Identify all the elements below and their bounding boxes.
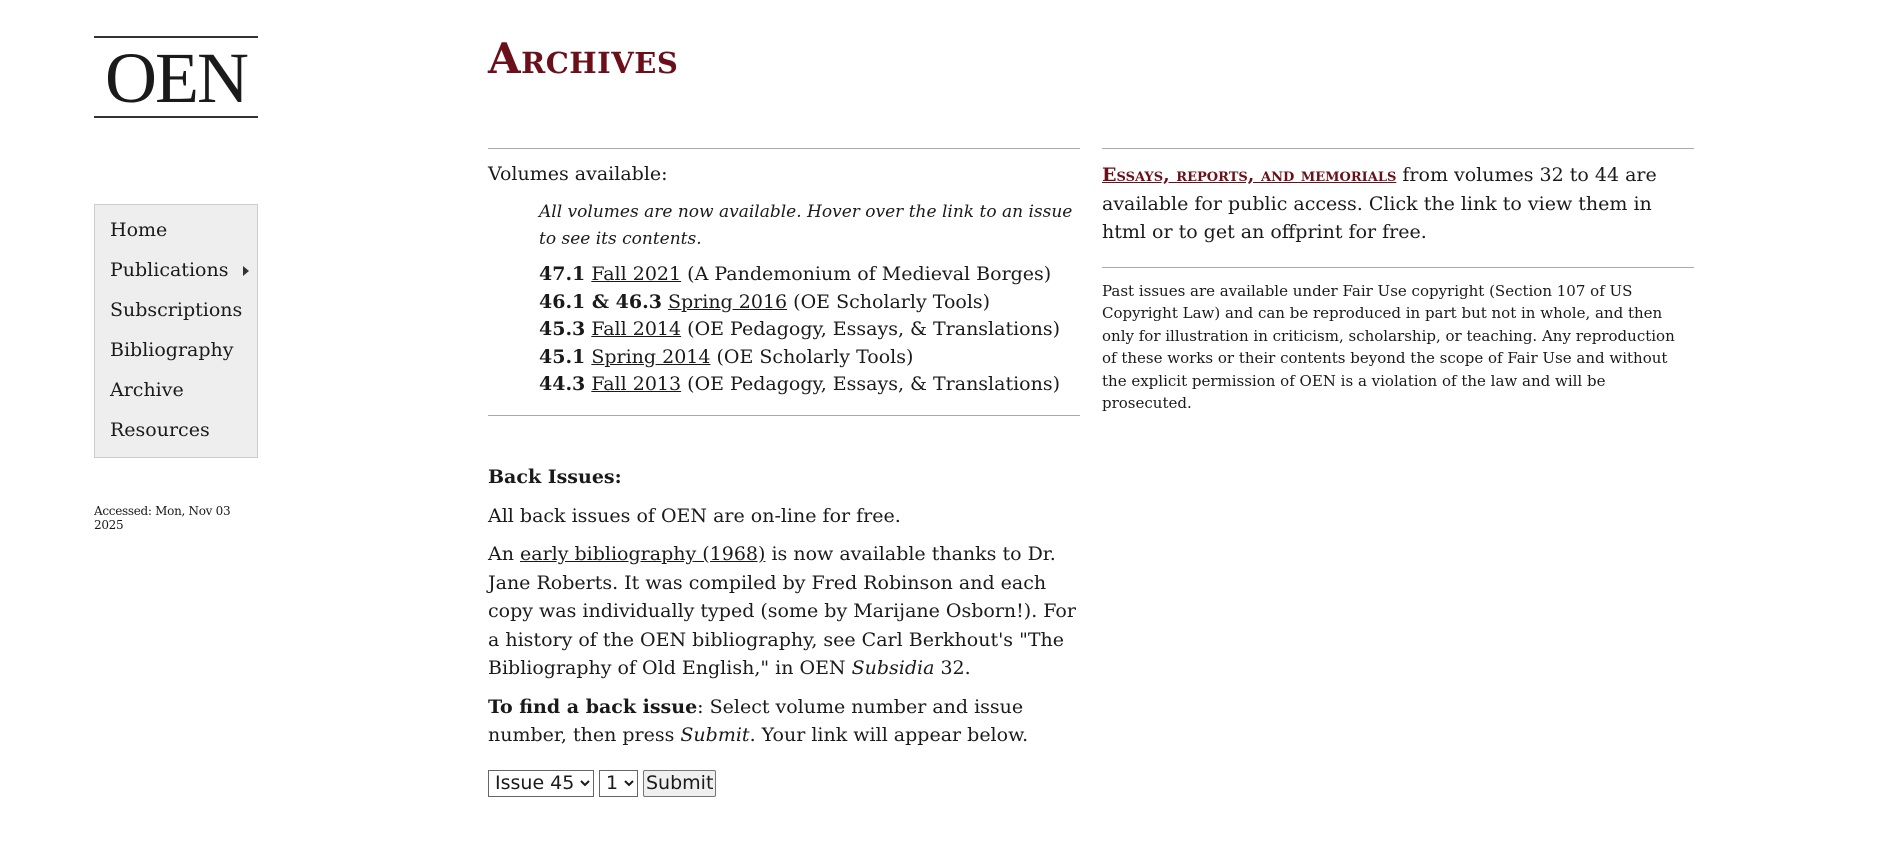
oen-logo[interactable]: OEN <box>94 36 258 118</box>
back-issues-intro: All back issues of OEN are on-line for free. <box>488 504 901 527</box>
volume-link[interactable]: Fall 2021 <box>591 263 682 285</box>
volume-number: 45.3 <box>539 318 586 340</box>
volumes-note: All volumes are now available. Hover over the link to an issue to see its contents. <box>539 202 1073 249</box>
nav-item-publications[interactable] <box>95 251 257 290</box>
bibliography-paragraph <box>488 540 1080 683</box>
volume-desc: (OE Scholarly Tools) <box>793 290 991 313</box>
text: An <box>488 543 520 565</box>
volume-link[interactable]: Spring 2014 <box>591 345 711 368</box>
submit-button[interactable]: Submit <box>643 770 716 797</box>
nav-item-archive[interactable] <box>95 371 257 410</box>
text: is now available thanks to Dr. Jane Roberts. It was compiled by Fred Robinson and each copy was individually typed (some by Marijane Osborn!). For a history of the OEN bibliography, see Carl Berkhout's "The Bibliography of Old English," in OEN <box>488 543 1076 679</box>
volume-row <box>539 289 1080 317</box>
text: 32. <box>934 657 971 679</box>
nav-item-label: Bibliography <box>110 339 234 361</box>
divider <box>488 415 1080 416</box>
text: : Select volume number and issue number, then press <box>488 695 1024 746</box>
volume-number: 47.1 <box>539 263 586 285</box>
volume-link[interactable]: Fall 2014 <box>591 318 682 340</box>
early-bibliography-link[interactable]: early bibliography (1968) <box>520 543 766 565</box>
back-issue-form <box>488 770 1080 797</box>
volume-desc: (OE Scholarly Tools) <box>716 345 914 368</box>
accessed-date: Accessed: Mon, Nov 03 2025 <box>94 504 231 532</box>
back-issues-section <box>488 466 1080 797</box>
volumes-label: Volumes available: <box>488 163 668 185</box>
volume-desc: (A Pandemonium of Medieval Borges) <box>687 263 1052 285</box>
nav-item-label: Publications <box>110 259 229 281</box>
text-italic: Subsidia <box>851 657 935 679</box>
right-column <box>1102 148 1694 415</box>
submenu-arrow-icon <box>243 266 249 276</box>
volume-link[interactable]: Spring 2016 <box>667 290 788 313</box>
main-content <box>488 148 1080 797</box>
volume-number: 46.1 & 46.3 <box>539 290 662 313</box>
essays-link[interactable]: Essays, reports, and memorials <box>1102 164 1397 186</box>
essays-paragraph <box>1102 161 1694 247</box>
volumes-list <box>488 199 1080 415</box>
volume-row <box>539 371 1080 399</box>
divider <box>1102 267 1694 268</box>
nav-item-home[interactable] <box>95 211 257 250</box>
volume-row <box>539 344 1080 372</box>
text-italic: Submit <box>680 724 750 746</box>
find-back-issue-instructions <box>488 693 1080 750</box>
page-title: Archives <box>488 34 679 83</box>
nav-menu <box>94 204 258 458</box>
divider <box>1102 148 1694 149</box>
volume-row <box>539 316 1080 344</box>
text: from volumes 32 to 44 are available for public access. Click the link to view them in html or to get an offprint for free. <box>1102 164 1657 243</box>
nav-item-label: Subscriptions <box>110 299 243 321</box>
volume-row <box>539 261 1080 289</box>
volume-select[interactable] <box>488 770 594 797</box>
nav-item-resources[interactable] <box>95 411 257 450</box>
volume-link[interactable]: Fall 2013 <box>591 373 682 395</box>
fair-use-notice: Past issues are available under Fair Use copyright (Section 107 of US Copyright Law) and can be reproduced in part but not in whole, and then only for illustration in criticism, scholarship, or teaching. Any reproduction of these works or their contents beyond the scope of Fair Use and without the explicit permission of OEN is a violation of the law and will be prosecuted. <box>1102 281 1675 412</box>
volume-desc: (OE Pedagogy, Essays, & Translations) <box>687 318 1061 340</box>
nav-item-label: Home <box>110 219 168 241</box>
text: . Your link will appear below. <box>749 724 1029 746</box>
sidebar <box>94 36 258 532</box>
issue-select[interactable] <box>599 770 638 797</box>
nav-item-label: Archive <box>110 379 184 401</box>
nav-item-bibliography[interactable] <box>95 331 257 370</box>
nav-item-subscriptions[interactable] <box>95 291 257 330</box>
volume-number: 44.3 <box>539 373 586 395</box>
nav-item-label: Resources <box>110 419 210 441</box>
back-issues-heading: Back Issues: <box>488 465 622 488</box>
volume-desc: (OE Pedagogy, Essays, & Translations) <box>687 373 1061 395</box>
divider <box>488 148 1080 149</box>
text-bold: To find a back issue <box>488 695 698 718</box>
volume-number: 45.1 <box>539 345 586 368</box>
